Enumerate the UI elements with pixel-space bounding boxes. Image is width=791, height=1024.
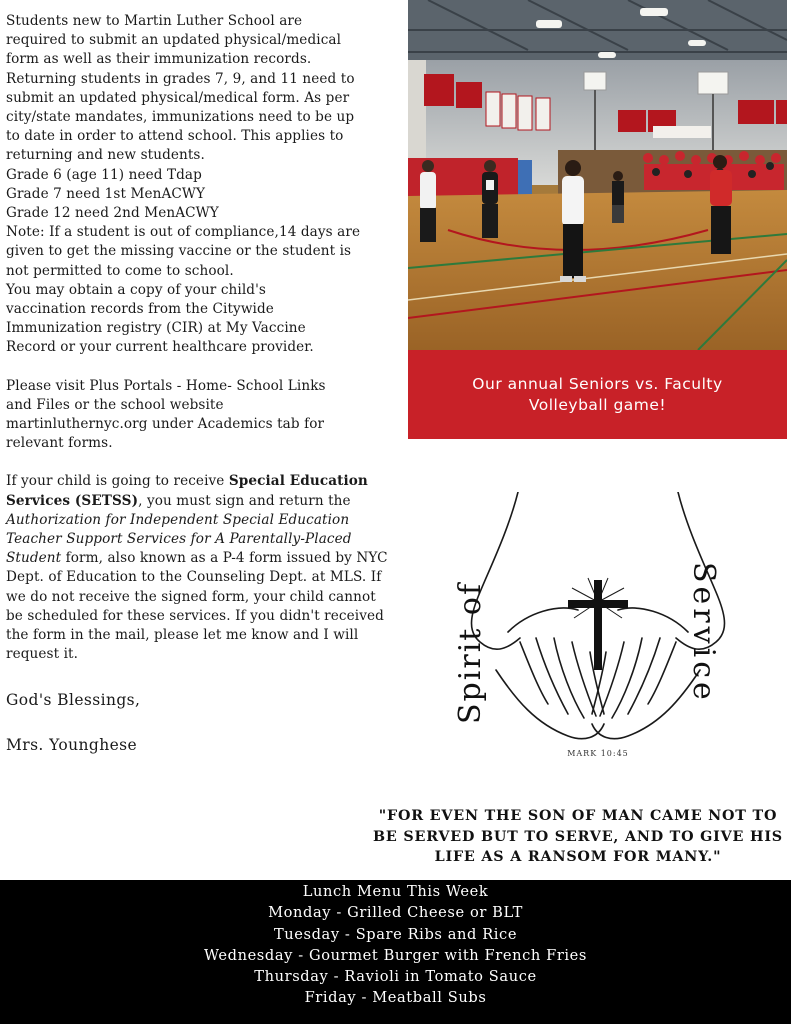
setss-paragraph	[6, 472, 394, 664]
text-line: required to submit an updated physical/medical	[6, 32, 342, 49]
setss-bold: Special Education Services (SETSS)	[6, 473, 368, 509]
text-line: returning and new students.	[6, 147, 205, 164]
text-line: Returning students in grades 7, 9, and 11 need to	[6, 70, 355, 87]
letter-body	[6, 12, 398, 755]
lunch-menu-day: Wednesday - Gourmet Burger with French Fries	[203, 946, 587, 964]
text-line: submit an updated physical/medical form. As per	[6, 89, 350, 106]
text-line: vaccination records from the Citywide	[6, 301, 274, 318]
text-line: Immunization registry (CIR) at My Vaccine	[6, 320, 306, 337]
text-line: Students new to Martin Luther School are	[6, 13, 303, 29]
text-line: Grade 6 (age 11) need Tdap	[6, 166, 202, 183]
text-line: Please visit Plus Portals - Home- School Links	[6, 377, 326, 394]
lunch-menu-day: Thursday - Ravioli in Tomato Sauce	[254, 968, 537, 986]
setss-after-bold: , you must sign and return the	[138, 492, 351, 509]
text-line: Grade 7 need 1st MenACWY	[6, 185, 206, 202]
lunch-menu-day: Monday - Grilled Cheese or BLT	[268, 904, 523, 922]
lunch-menu	[0, 880, 791, 1024]
photo-caption-box	[408, 350, 787, 439]
text-line: Grade 12 need 2nd MenACWY	[6, 205, 219, 222]
spirit-word: Spirit of	[453, 581, 488, 724]
setss-form-title: Authorization for Independent Special Education Teacher Support Services for A Parentally-Placed Student	[6, 511, 352, 567]
text-line: to date in order to attend school. This applies to	[6, 128, 344, 145]
service-word: Service	[686, 562, 721, 704]
text-line: Note: If a student is out of compliance,14 days are	[6, 224, 361, 241]
text-line: Record or your current healthcare provider.	[6, 339, 314, 356]
photo-caption: Our annual Seniors vs. Faculty Volleyball game!	[472, 374, 723, 414]
closing: God's Blessings,	[6, 690, 141, 709]
forms-paragraph	[6, 377, 398, 454]
lunch-menu-day: Friday - Meatball Subs	[304, 989, 487, 1007]
signature: Mrs. Younghese	[6, 735, 138, 754]
text-line: and Files or the school website	[6, 396, 224, 413]
scripture-verse: "FOR EVEN THE SON OF MAN CAME NOT TO BE SERVED BUT TO SERVE, AND TO GIVE HIS LIFE AS A RANSOM FOR MANY."	[373, 808, 783, 865]
lunch-menu-day: Tuesday - Spare Ribs and Rice	[273, 925, 518, 943]
text-line: form as well as their immunization records.	[6, 51, 312, 68]
text-line: city/state mandates, immunizations need to be up	[6, 109, 355, 126]
text-line: martinluthernyc.org under Academics tab for	[6, 416, 325, 433]
cross-icon	[568, 578, 628, 670]
volleyball-game-photo	[408, 0, 787, 350]
text-line: not permitted to come to school.	[6, 262, 234, 279]
setss-rest: form, also known as a P-4 form issued by NYC Dept. of Education to the Counseling Dept. at MLS. If we do not receive the signed form, your child cannot be scheduled for these services. If you didn't received the form in the mail, please let me know and I will request it.	[6, 550, 388, 663]
immunization-paragraph	[6, 12, 398, 358]
scripture-reference: MARK 10:45	[567, 749, 629, 758]
setss-intro: If your child is going to receive	[6, 473, 229, 490]
spirit-of-service-graphic	[408, 492, 787, 764]
text-line: given to get the missing vaccine or the student is	[6, 243, 352, 260]
text-line: You may obtain a copy of your child's	[6, 281, 267, 298]
lunch-menu-title: Lunch Menu This Week	[302, 883, 489, 900]
text-line: relevant forms.	[6, 435, 113, 452]
